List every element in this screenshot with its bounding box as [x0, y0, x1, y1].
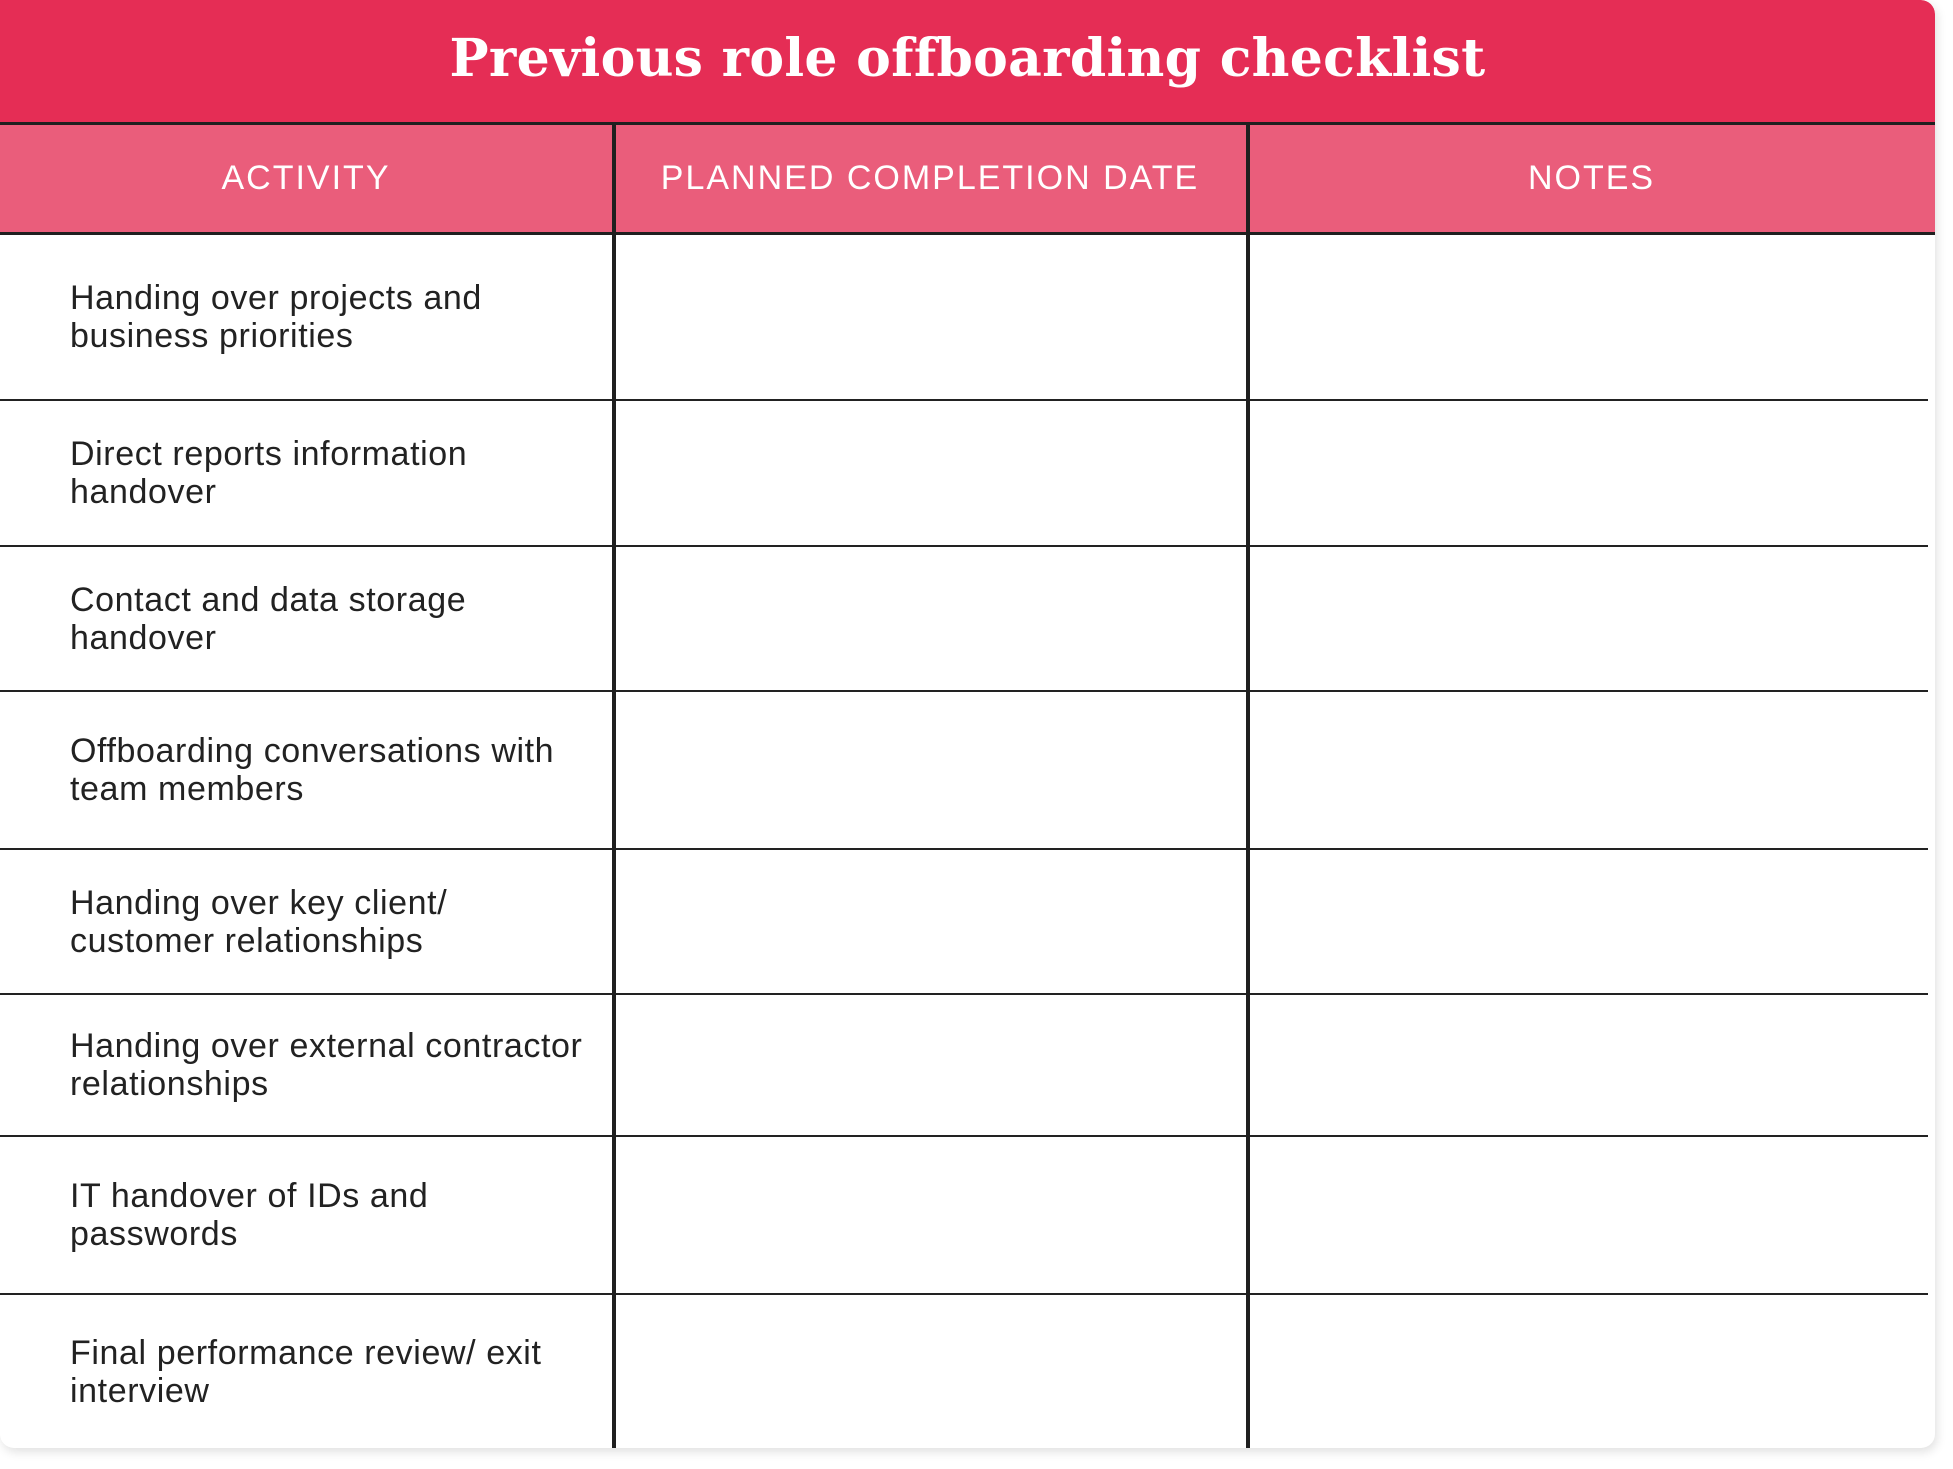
notes-cell[interactable] [1250, 1137, 1928, 1293]
activity-cell: Contact and data storage handover [70, 580, 467, 657]
notes-cell[interactable] [1250, 850, 1928, 993]
table-row [0, 401, 1928, 547]
table-row [0, 547, 1928, 692]
column-header-activity: ACTIVITY [221, 159, 391, 197]
planned-completion-date-cell[interactable] [616, 547, 1246, 690]
column-header-planned-completion-date: PLANNED COMPLETION DATE [660, 159, 1200, 197]
activity-cell: Direct reports information handover [70, 435, 468, 511]
activity-cell: Handing over projects and business priorities [70, 279, 482, 355]
activity-cell: Offboarding conversations with team members [70, 732, 555, 808]
notes-cell[interactable] [1250, 547, 1928, 690]
table-row [0, 235, 1928, 401]
table-row [0, 1295, 1928, 1448]
column-divider [612, 122, 616, 1448]
planned-completion-date-cell[interactable] [616, 235, 1246, 399]
notes-cell[interactable] [1250, 235, 1928, 399]
title-bar [0, 0, 1935, 122]
planned-completion-date-cell[interactable] [616, 692, 1246, 848]
table-header [0, 122, 1935, 235]
planned-completion-date-cell[interactable] [616, 401, 1246, 545]
planned-completion-date-cell[interactable] [616, 995, 1246, 1135]
table-row [0, 995, 1928, 1137]
page-title: Previous role offboarding checklist [449, 27, 1486, 89]
notes-cell[interactable] [1250, 692, 1928, 848]
notes-cell[interactable] [1250, 401, 1928, 545]
planned-completion-date-cell[interactable] [616, 850, 1246, 993]
notes-cell[interactable] [1250, 1295, 1928, 1448]
planned-completion-date-cell[interactable] [616, 1295, 1246, 1448]
table-row [0, 692, 1928, 850]
column-header-notes: NOTES [1527, 159, 1656, 197]
activity-cell: Handing over external contractor relationships [70, 1027, 583, 1103]
table-row [0, 850, 1928, 995]
activity-cell: Handing over key client/ customer relationships [70, 883, 448, 960]
column-divider [1246, 122, 1250, 1448]
table-row [0, 1137, 1928, 1295]
activity-cell: Final performance review/ exit interview [70, 1333, 542, 1410]
activity-cell: IT handover of IDs and passwords [70, 1177, 429, 1253]
notes-cell[interactable] [1250, 995, 1928, 1135]
planned-completion-date-cell[interactable] [616, 1137, 1246, 1293]
